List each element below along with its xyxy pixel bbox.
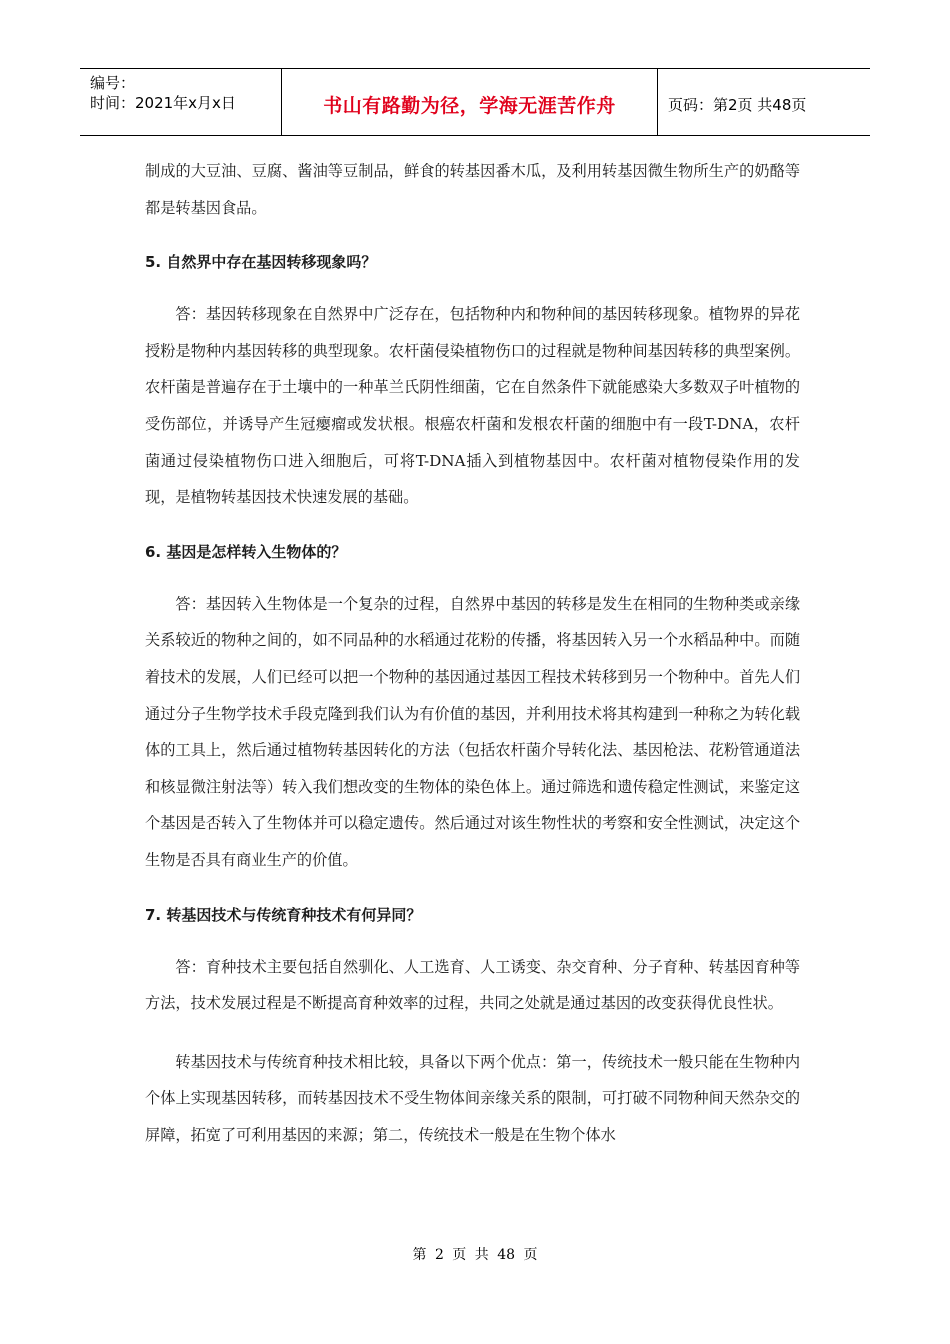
intro-paragraph: 制成的大豆油、豆腐、酱油等豆制品，鲜食的转基因番木瓜，及利用转基因微生物所生产的奶酪等都是转基因食品。 bbox=[145, 162, 800, 217]
page-footer bbox=[0, 1244, 950, 1264]
question-5-answer: 答：基因转移现象在自然界中广泛存在，包括物种内和物种间的基因转移现象。植物界的异花授粉是物种内基因转移的典型现象。农杆菌侵染植物伤口的过程就是物种间基因转移的典型案例。农杆菌是普遍存在于土壤中的一种革兰氏阴性细菌，它在自然条件下就能感染大多数双子叶植物的受伤部位，并诱导产生冠瘿瘤或发状根。根癌农杆菌和发根农杆菌的细胞中有一段T-DNA，农杆菌通过侵染植物伤口进入细胞后，可将T-DNA插入到植物基因中。农杆菌对植物侵染作用的发现，是植物转基因技术快速发展的基础。 bbox=[145, 305, 800, 507]
question-7-heading: 7. 转基因技术与传统育种技术有何异同？ bbox=[145, 905, 422, 924]
footer-page-number: 第 2 页 共 48 页 bbox=[412, 1247, 538, 1263]
document-body bbox=[145, 153, 800, 1153]
question-7-answer-part-2: 转基因技术与传统育种技术相比较，具备以下两个优点：第一，传统技术一般只能在生物种内个体上实现基因转移，而转基因技术不受生物体间亲缘关系的限制，可打破不同物种间天然杂交的屏障，拓宽了可利用基因的来源；第二，传统技术一般是在生物个体水 bbox=[145, 1052, 800, 1144]
header-motto: 书山有路勤为径，学海无涯苦作舟 bbox=[323, 94, 616, 117]
header-time-label: 时间：2021年x月x日 bbox=[90, 94, 236, 112]
header-page-cell bbox=[658, 69, 870, 135]
header-motto-cell bbox=[282, 69, 658, 135]
header-meta-cell bbox=[80, 69, 282, 135]
question-6-heading: 6. 基因是怎样转入生物体的？ bbox=[145, 542, 347, 561]
page-header bbox=[80, 68, 870, 136]
question-5-heading: 5. 自然界中存在基因转移现象吗？ bbox=[145, 253, 377, 272]
question-6-answer: 答：基因转入生物体是一个复杂的过程，自然界中基因的转移是发生在相同的生物种类或亲缘关系较近的物种之间的，如不同品种的水稻通过花粉的传播，将基因转入另一个水稻品种中。而随着技术的发展，人们已经可以把一个物种的基因通过基因工程技术转移到另一个物种中。首先人们通过分子生物学技术手段克隆到我们认为有价值的基因，并利用技术将其构建到一种称之为转化载体的工具上，然后通过植物转基因转化的方法（包括农杆菌介导转化法、基因枪法、花粉管通道法和核显微注射法等）转入我们想改变的生物体的染色体上。通过筛选和遗传稳定性测试，来鉴定这个基因是否转入了生物体并可以稳定遗传。然后通过对该生物性状的考察和安全性测试，决定这个生物是否具有商业生产的价值。 bbox=[145, 594, 800, 869]
header-page-code: 页码：第2页 共48页 bbox=[668, 95, 807, 114]
question-7-answer-part-1: 答：育种技术主要包括自然驯化、人工选育、人工诱变、杂交育种、分子育种、转基因育种等方法，技术发展过程是不断提高育种效率的过程，共同之处就是通过基因的改变获得优良性状。 bbox=[145, 957, 800, 1013]
header-number-label: 编号： bbox=[90, 74, 136, 92]
